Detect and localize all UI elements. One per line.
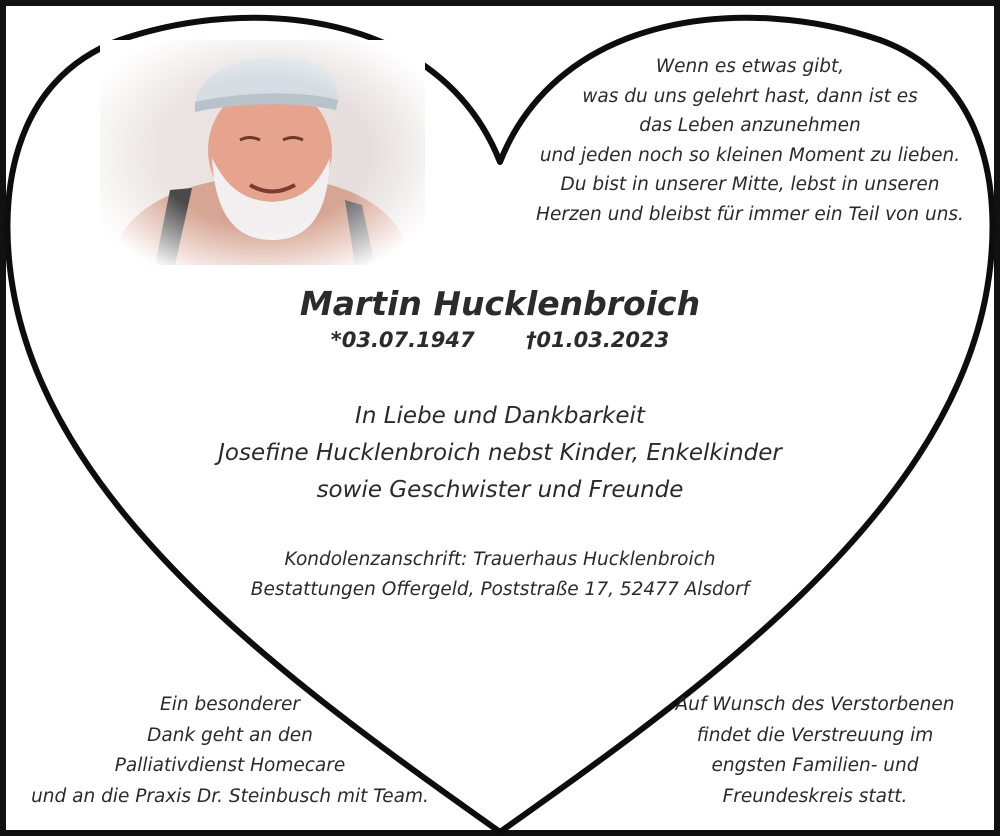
death-date: †01.03.2023 bbox=[525, 328, 670, 352]
thanks-text bbox=[10, 690, 450, 812]
thanks-line: Dank geht an den bbox=[147, 724, 313, 746]
poem-line: Wenn es etwas gibt, bbox=[655, 56, 845, 77]
mourners-line: sowie Geschwister und Freunde bbox=[316, 477, 684, 503]
life-dates bbox=[250, 328, 750, 352]
funeral-wish-text bbox=[650, 690, 980, 812]
portrait-photo bbox=[100, 40, 425, 265]
poem-line: und jeden noch so kleinen Moment zu lieben. bbox=[539, 144, 961, 166]
mourners-text bbox=[150, 398, 850, 509]
wish-line: findet die Verstreuung im bbox=[696, 724, 934, 746]
poem-line: Herzen und bleibst für immer ein Teil von uns. bbox=[536, 203, 964, 225]
poem-line: was du uns gelehrt hast, dann ist es bbox=[582, 85, 918, 107]
birth-date: *03.07.1947 bbox=[330, 328, 475, 352]
deceased-name: Martin Hucklenbroich bbox=[299, 284, 701, 323]
mourners-line: In Liebe und Dankbarkeit bbox=[355, 403, 645, 429]
poem-text bbox=[520, 52, 980, 229]
wish-line: Auf Wunsch des Verstorbenen bbox=[675, 694, 955, 715]
wish-line: Freundeskreis statt. bbox=[722, 785, 908, 807]
thanks-line: und an die Praxis Dr. Steinbusch mit Team. bbox=[31, 785, 429, 807]
condolence-address bbox=[200, 545, 800, 605]
mourners-line: Josefine Hucklenbroich nebst Kinder, Enkelkinder bbox=[218, 440, 782, 466]
poem-line: Du bist in unserer Mitte, lebst in unseren bbox=[560, 174, 940, 195]
thanks-line: Palliativdienst Homecare bbox=[114, 755, 346, 776]
wish-line: engsten Familien- und bbox=[711, 755, 919, 776]
address-line: Bestattungen Offergeld, Poststraße 17, 52477 Alsdorf bbox=[250, 579, 750, 600]
poem-line: das Leben anzunehmen bbox=[639, 115, 861, 136]
address-line: Kondolenzanschrift: Trauerhaus Hucklenbroich bbox=[284, 549, 716, 570]
thanks-line: Ein besonderer bbox=[160, 694, 300, 715]
